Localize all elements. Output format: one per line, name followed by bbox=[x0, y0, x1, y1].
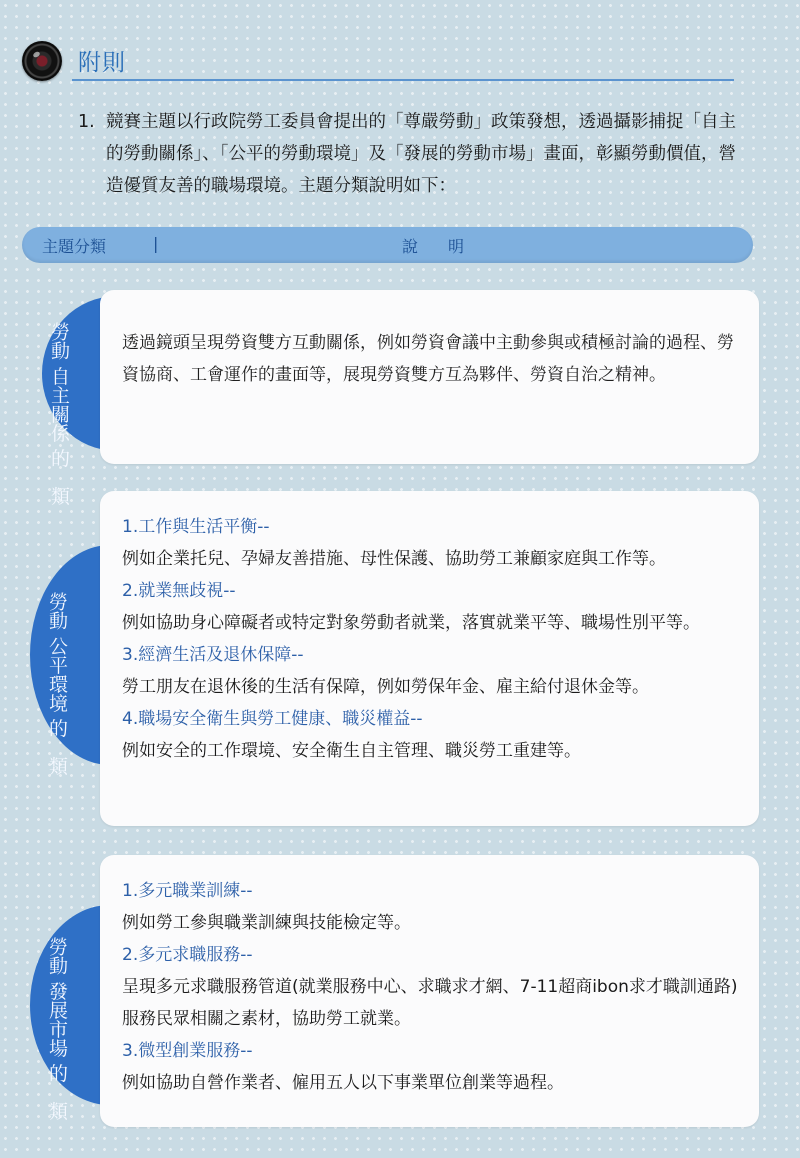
item-body: 例如協助自營作業者、僱用五人以下事業單位創業等過程。 bbox=[122, 1073, 564, 1093]
item-heading: 4.職場安全衛生與勞工健康、職災權益-- bbox=[122, 709, 423, 729]
column-header-description: 說明 bbox=[402, 237, 495, 256]
item-body: 呈現多元求職服務管道(就業服務中心、求職求才網、7-11超商ibon求才職訓通路)服務民眾相關之素材，協助勞工就業。 bbox=[122, 977, 738, 1029]
section-title: 附則 bbox=[78, 50, 126, 76]
section-header bbox=[22, 38, 734, 84]
camera-lens-icon bbox=[22, 41, 62, 81]
tab-line: 的 類 bbox=[46, 1063, 68, 1121]
tab-line: 發展市場 bbox=[46, 981, 68, 1058]
item-heading: 3.微型創業服務-- bbox=[122, 1041, 253, 1061]
category-label-autonomous bbox=[48, 322, 70, 505]
item-heading: 1.工作與生活平衡-- bbox=[122, 517, 270, 537]
intro-paragraph bbox=[78, 106, 748, 202]
item-body: 例如安全的工作環境、安全衛生自主管理、職災勞工重建等。 bbox=[122, 741, 581, 761]
item-body: 例如協助身心障礙者或特定對象勞動者就業，落實就業平等、職場性別平等。 bbox=[122, 613, 700, 633]
table-header-bar bbox=[22, 227, 753, 263]
category-label-fair bbox=[46, 592, 68, 775]
column-separator: | bbox=[153, 234, 159, 253]
item-body: 勞工朋友在退休後的生活有保障，例如勞保年金、雇主給付退休金等。 bbox=[122, 677, 649, 697]
tab-line: 勞動 bbox=[46, 592, 68, 630]
card-paragraph: 透過鏡頭呈現勞資雙方互動關係，例如勞資會議中主動參與或積極討論的過程、勞資協商、工會運作的畫面等，展現勞資雙方互為夥伴、勞資自治之精神。 bbox=[122, 333, 734, 385]
category-card-fair bbox=[100, 491, 759, 826]
item-heading: 2.多元求職服務-- bbox=[122, 945, 253, 965]
item-body: 例如企業托兒、孕婦友善措施、母性保護、協助勞工兼顧家庭與工作等。 bbox=[122, 549, 666, 569]
category-card-autonomous bbox=[100, 290, 759, 464]
tab-line: 的 類 bbox=[46, 718, 68, 776]
card-item-list bbox=[122, 875, 741, 1099]
tab-line: 勞動 bbox=[46, 937, 68, 975]
category-label-development bbox=[46, 937, 68, 1120]
tab-line: 勞動 bbox=[48, 322, 70, 360]
item-body: 例如勞工參與職業訓練與技能檢定等。 bbox=[122, 913, 411, 933]
tab-line: 的 類 bbox=[48, 448, 70, 506]
intro-text: 競賽主題以行政院勞工委員會提出的「尊嚴勞動」政策發想，透過攝影捕捉「自主的勞動關係」、「公平的勞動環境」及「發展的勞動市場」畫面，彰顯勞動價值，營造優質友善的職場環境。主題分類說明如下： bbox=[106, 112, 736, 196]
category-card-development bbox=[100, 855, 759, 1127]
column-header-category: 主題分類 bbox=[42, 237, 107, 256]
item-heading: 2.就業無歧視-- bbox=[122, 581, 236, 601]
item-heading: 1.多元職業訓練-- bbox=[122, 881, 253, 901]
intro-number: 1. bbox=[78, 112, 95, 132]
item-heading: 3.經濟生活及退休保障-- bbox=[122, 645, 304, 665]
card-item-list bbox=[122, 511, 741, 767]
tab-line: 自主關係 bbox=[48, 366, 70, 443]
header-divider bbox=[72, 79, 734, 81]
tab-line: 公平環境 bbox=[46, 636, 68, 713]
